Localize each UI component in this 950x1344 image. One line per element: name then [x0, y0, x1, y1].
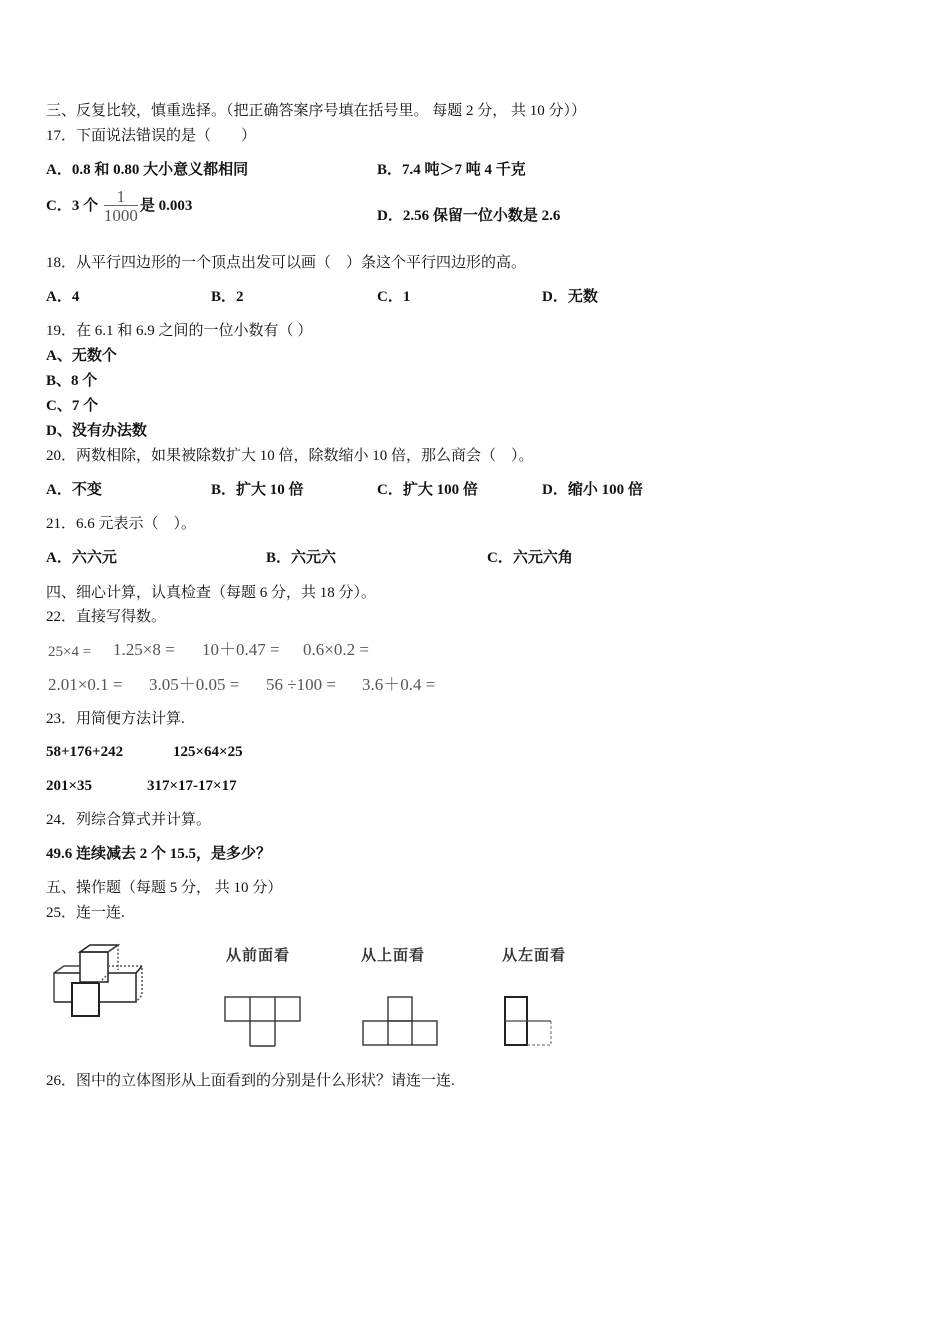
q17-option-d: D．2.56 保留一位小数是 2.6	[377, 208, 561, 224]
view-label-top: 从上面看	[361, 946, 426, 964]
q23-item: 201×35	[46, 778, 93, 794]
q19-option-a: A、无数个	[46, 348, 117, 364]
q19-option-d: D、没有办法数	[46, 423, 147, 439]
q22-item: 56 ÷100 =	[266, 675, 336, 694]
q23-item: 125×64×25	[173, 744, 243, 760]
q17-stem: 17．下面说法错误的是（ ）	[46, 128, 257, 144]
q20-option-c: C．扩大 100 倍	[377, 482, 478, 498]
q20-option-a: A．不变	[46, 482, 102, 498]
top-view-shape[interactable]	[362, 996, 440, 1048]
q22-item: 3.6＋0.4 =	[362, 675, 436, 694]
q17-option-c	[46, 187, 192, 225]
q22-item: 2.01×0.1 =	[48, 675, 123, 694]
q18-stem: 18．从平行四边形的一个顶点出发可以画（ ）条这个平行四边形的高。	[46, 255, 527, 271]
q18-option-b: B．2	[211, 289, 244, 305]
q23-item: 317×17-17×17	[147, 778, 237, 794]
fraction	[104, 188, 138, 225]
q17-option-c-suffix: 是 0.003	[139, 198, 193, 214]
section-4-title: 四、细心计算，认真检查（每题 6 分，共 18 分）。	[46, 585, 377, 601]
q21-option-c: C．六元六角	[487, 550, 573, 566]
q21-option-b: B．六元六	[266, 550, 337, 566]
view-label-left: 从左面看	[502, 946, 567, 964]
q20-option-b: B．扩大 10 倍	[211, 482, 304, 498]
q20-option-d: D．缩小 100 倍	[542, 482, 643, 498]
q22-item: 25×4 =	[48, 644, 92, 660]
q22-item: 10＋0.47 =	[202, 640, 280, 659]
q22-stem: 22．直接写得数。	[46, 609, 167, 625]
q19-stem: 19．在 6.1 和 6.9 之间的一位小数有（ ）	[46, 323, 313, 339]
q22-item: 1.25×8 =	[113, 640, 175, 659]
section-5-title: 五、操作题（每题 5 分， 共 10 分）	[46, 880, 283, 896]
q18-option-a: A．4	[46, 289, 80, 305]
fraction-numerator: 1	[104, 188, 138, 206]
q21-option-a: A．六六元	[46, 550, 117, 566]
front-view-shape[interactable]	[224, 996, 302, 1048]
q20-stem: 20．两数相除，如果被除数扩大 10 倍，除数缩小 10 倍，那么商会（ ）。	[46, 448, 534, 464]
section-3-title: 三、反复比较，慎重选择。（把正确答案序号填在括号里。 每题 2 分， 共 10 分））	[46, 103, 587, 119]
q24-body: 49.6 连续减去 2 个 15.5，是多少？	[46, 846, 272, 862]
q17-option-a: A．0.8 和 0.80 大小意义都相同	[46, 162, 249, 178]
view-label-front: 从前面看	[226, 946, 291, 964]
q19-option-b: B、8 个	[46, 373, 98, 389]
q19-option-c: C、7 个	[46, 398, 99, 414]
q21-stem: 21．6.6 元表示（ ）。	[46, 516, 197, 532]
q22-item: 0.6×0.2 =	[303, 640, 369, 659]
q25-stem: 25．连一连.	[46, 905, 125, 921]
q23-item: 58+176+242	[46, 744, 124, 760]
q23-stem: 23．用简便方法计算.	[46, 711, 185, 727]
q24-stem: 24．列综合算式并计算。	[46, 812, 212, 828]
fraction-denominator: 1000	[103, 206, 138, 226]
q22-item: 3.05＋0.05 =	[149, 675, 240, 694]
cube-figure	[46, 940, 156, 1025]
q18-option-d: D．无数	[542, 289, 598, 305]
q26-stem: 26．图中的立体图形从上面看到的分别是什么形状？请连一连.	[46, 1073, 455, 1089]
q18-option-c: C．1	[377, 289, 411, 305]
q17-option-c-prefix: C．3 个	[46, 198, 99, 214]
left-view-shape[interactable]	[503, 996, 555, 1048]
q17-option-b: B．7.4 吨＞7 吨 4 千克	[377, 162, 526, 178]
